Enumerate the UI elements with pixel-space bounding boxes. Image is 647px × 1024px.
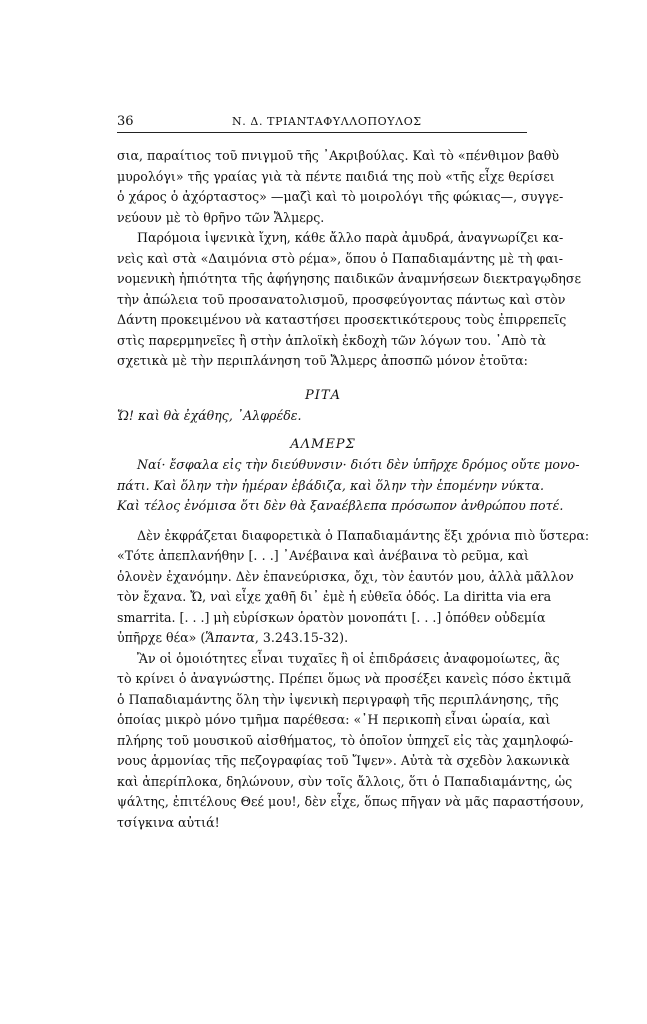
text-line: μυρολόγι» τῆς γραίας γιὰ τὰ πέντε παιδιά της ποὺ «τῆς εἶχε θερίσει xyxy=(117,168,555,184)
almers-line: Ναί· ἔσφαλα εἰς τὴν διεύθυνσιν· διότι δὲν ὑπῆρχε δρόμος οὔτε μονο- xyxy=(137,457,580,472)
citation-ref: , 3.243.15-32). xyxy=(254,630,349,645)
text-line: τὴν ἀπώλεια τοῦ προσανατολισμοῦ, προσφεύγοντας πάντως καὶ στὸν xyxy=(117,291,566,307)
citation-prefix: ὑπῆρχε θέα» ( xyxy=(117,630,206,645)
text-line: Δὲν ἐκφράζεται διαφορετικὰ ὁ Παπαδιαμάντης ἕξι χρόνια πιὸ ὕστερα: xyxy=(137,527,590,543)
text-line: πλήρης τοῦ μουσικοῦ αἰσθήματος, τὸ ὁποῖον ὑπηχεῖ εἰς τὰς χαμηλοφώ- xyxy=(117,732,574,748)
rita-line: Ὤ! καὶ θὰ ἐχάθης, ᾽Αλφρέδε. xyxy=(117,407,302,423)
almers-line: πάτι. Καὶ ὅλην τὴν ἡμέραν ἐβάδιζα, καὶ ὅλην τὴν ἑπομένην νύκτα. xyxy=(117,477,545,493)
text-line: τὸν ἔχανα. Ὤ, ναὶ εἶχε χαθῆ δι᾽ ἐμὲ ἡ εὐθεῖα ὁδός. La diritta via era xyxy=(117,589,552,604)
text-line: νεύουν μὲ τὸ θρῆνο τῶν Ἄλμερς. xyxy=(117,209,325,225)
text-line: ψάλτης, ἐπιτέλους Θεέ μου!, δὲν εἶχε, ὅπως πῆγαν νὰ μᾶς παραστήσουν, xyxy=(117,794,585,809)
text-line: στὶς παρερμηνεῖες ἢ στὴν ἁπλοϊκὴ ἐκδοχὴ τῶν λόγων του. ᾽Απὸ τὰ xyxy=(117,332,546,348)
text-line: ὁ Παπαδιαμάντης ὅλη τὴν ἰψενικὴ περιγραφὴ τῆς περιπλάνησης, τῆς xyxy=(117,691,559,707)
text-line: ὁλονὲν ἐχανόμην. Δὲν ἐπανεύρισκα, ὄχι, τὸν ἑαυτόν μου, ἀλλὰ μᾶλλον xyxy=(117,568,574,584)
text-line: Δάντη προκειμένου νὰ καταστήσει προσεκτικότερους τοὺς ἐπιρρεπεῖς xyxy=(117,312,567,327)
paragraph-1 xyxy=(117,146,564,228)
paragraph-3 xyxy=(117,526,590,649)
text-line: ὁποίας μικρὸ μόνο τμῆμα παρέθεσα: «᾽Η περικοπὴ εἶναι ὡραία, καὶ xyxy=(117,712,551,727)
text-line: νεὶς καὶ στὰ «Δαιμόνια στὸ ρέμα», ὅπου ὁ Παπαδιαμάντης μὲ τὴ φαι- xyxy=(117,250,564,266)
text-line xyxy=(117,628,529,649)
page-body xyxy=(117,146,590,833)
paragraph-4 xyxy=(117,649,585,834)
paragraph-2 xyxy=(117,228,581,372)
page-header xyxy=(117,112,527,133)
speaker-rita: ΡΙΤΑ xyxy=(305,387,341,403)
text-line: smarrita. [. . .] μὴ εὑρίσκων ὁρατὸν μονοπάτι [. . .] ὁπόθεν οὐδεμία xyxy=(117,609,546,625)
citation-title: Ἅπαντα xyxy=(205,630,255,645)
dialogue-quote xyxy=(117,386,580,517)
running-head: Ν. Δ. ΤΡΙΑΝΤΑΦΥΛΛΟΠΟΥΛΟΣ xyxy=(232,115,422,128)
text-line: «Τότε ἀπεπλανήθην [. . .] ᾽Ανέβαινα καὶ ἀνέβαινα τὸ ρεῦμα, καὶ xyxy=(117,548,529,563)
page-number: 36 xyxy=(117,114,134,129)
text-line: σχετικὰ μὲ τὴν περιπλάνηση τοῦ Ἄλμερς ἀποσπῶ μόνον ἐτοῦτα: xyxy=(117,353,528,368)
text-line: νους ἁρμονίας τῆς πεζογραφίας τοῦ Ἴψεν». Αὐτὰ τὰ σχεδὸν λακωνικὰ xyxy=(117,753,570,768)
text-line: ὁ χάρος ὁ ἀχόρταστος» —μαζὶ καὶ τὸ μοιρολόγι τῆς φώκιας—, συγγε- xyxy=(117,189,564,204)
almers-line: Καὶ τέλος ἐνόμισα ὅτι δὲν θὰ ξαναέβλεπα πρόσωπον ἀνθρώπου ποτέ. xyxy=(117,498,564,513)
text-line: σια, παραίτιος τοῦ πνιγμοῦ τῆς ᾽Ακριβούλας. Καὶ τὸ «πένθιμον βαθὺ xyxy=(117,148,560,163)
text-line: τσίγκινα αὐτιά! xyxy=(117,814,220,830)
text-line: καὶ ἀπερίπλοκα, δηλώνουν, σὺν τοῖς ἄλλοις, ὅτι ὁ Παπαδιαμάντης, ὡς xyxy=(117,773,573,789)
text-line: Παρόμοια ἰψενικὰ ἴχνη, κάθε ἄλλο παρὰ ἀμυδρά, ἀναγνωρίζει κα- xyxy=(137,230,564,245)
text-line: Ἂν οἱ ὁμοιότητες εἶναι τυχαῖες ἢ οἱ ἐπιδράσεις ἀναφομοίωτες, ἃς xyxy=(137,650,560,666)
text-line: νομενικὴ ἠπιότητα τῆς ἀφήγησης παιδικῶν ἀναμνήσεων διεκτραγῳδησε xyxy=(117,271,581,286)
text-line: τὸ κρίνει ὁ ἀναγνώστης. Πρέπει ὅμως νὰ προσέξει κανεὶς πόσο ἐκτιμᾶ xyxy=(117,671,572,686)
speaker-almers: ΑΛΜΕΡΣ xyxy=(290,437,356,452)
